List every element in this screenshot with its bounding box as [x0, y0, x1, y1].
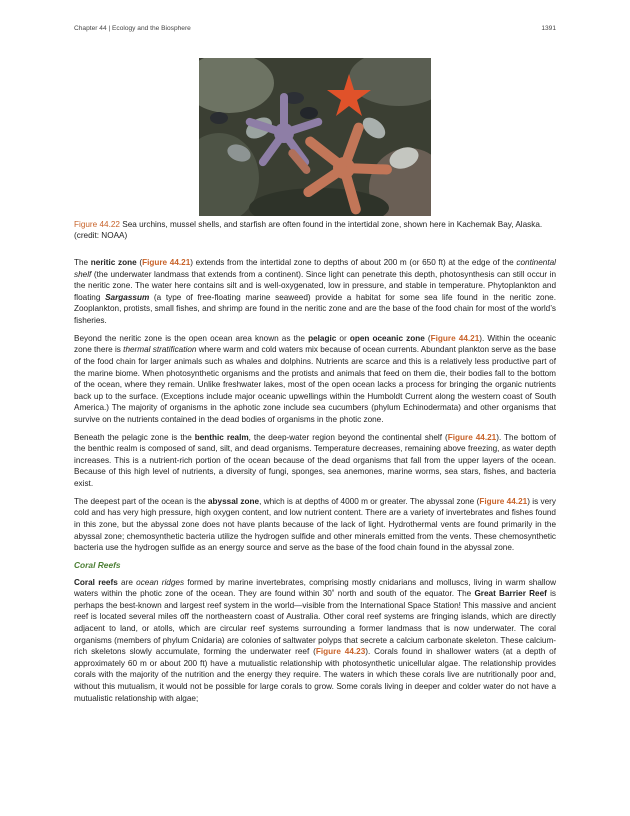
text: ). The bottom of the benthic realm is composed of sand, silt, and dead organisms. Temperature decreases, remaining above freezing, as water depth increases. This is a nutrient-rich portion of the ocean because of the dead organisms that fall from the upper layers of the ocean. Because of this high level of nutrients, a diversity of fungi, sponges, sea anemones, marine worms, sea stars, fishes, and bacteria exist.: [74, 432, 556, 489]
text: (a type of free-floating marine seaweed) provide a habitat for some sea life found in the neritic zone. Zooplankton, protists, small fishes, and shrimp are found in the neritic zone and are the base of the food chain for most of the world’s fisheries.: [74, 292, 556, 325]
figure-photo: [199, 58, 431, 216]
figure-link[interactable]: Figure 44.21: [430, 333, 480, 343]
text: (the underwater landmass that extends from a continent). Since light can penetrate this depth, photosynthesis can still occur in the neritic zone. The water here contains silt and is well-oxygenated, low in pressure, and stable in temperature. Phytoplankton and floating: [74, 269, 556, 302]
term-pelagic: pelagic: [308, 333, 337, 343]
figure-link[interactable]: Figure 44.21: [447, 432, 497, 442]
intertidal-photo: [199, 58, 431, 216]
text: formed by marine invertebrates, comprising mostly cnidarians and molluscs, living in warm shallow waters within the photic zone of the ocean. They are found within 30˚ north and south of the equator. The: [74, 577, 556, 599]
emphasis: continental shelf: [74, 258, 556, 279]
text: are: [117, 577, 137, 587]
text: Beneath the pelagic zone is the: [74, 432, 195, 442]
term-open-oceanic-zone: open oceanic zone: [349, 333, 425, 343]
emphasis: ocean ridges: [136, 577, 185, 587]
paragraph-benthic-realm: [74, 432, 556, 490]
paragraph-abyssal-zone: [74, 496, 556, 554]
text: (: [136, 258, 143, 267]
paragraph-pelagic-zone: [74, 333, 556, 426]
text: ) extends from the intertidal zone to depths of about 200 m (or 650 ft) at the edge of the: [190, 258, 517, 267]
term-coral-reefs: Coral reefs: [74, 577, 118, 587]
term-great-barrier-reef: Great Barrier Reef: [474, 589, 547, 599]
term-abyssal-zone: abyssal zone: [208, 496, 260, 506]
figure-link[interactable]: Figure 44.21: [479, 496, 528, 506]
text: The deepest part of the ocean is the: [74, 496, 208, 506]
page-number: 1391: [541, 25, 556, 32]
text: , the deep-water region beyond the continental shelf (: [248, 432, 448, 442]
text: is perhaps the best-known and largest reef system in the world—visible from the International Space Station! This massive and ancient reef is located several miles off the northeastern coast of Australia. Other coral reef systems are fringing islands, which are directly adjacent to land, or atolls, which are circular reef systems surrounding a former landmass that is now underwater. The coral organisms (members of phylum Cnidaria) are colonies of saltwater polyps that secrete a calcium carbonate skeleton. These calcium-rich skeletons slowly accumulate, forming the underwater reef (: [74, 589, 557, 657]
text: ) is very cold and has very high pressure, high oxygen content, and low nutrient content. There are a variety of invertebrates and fishes found in this zone, but the abyssal zone does not have plants because of the lack of light. Hydrothermal vents are found primarily in the abyssal zone; chemosynthetic bacteria utilize the hydrogen sulfide and other minerals emitted from the vents. These chemosynthetic bacteria use the hydrogen sulfide as an energy source and serve as the base of the food chain found in the abyssal zone.: [74, 496, 557, 553]
text: or: [336, 333, 350, 343]
text: ). Within the oceanic zone there is: [74, 333, 556, 355]
section-heading-coral-reefs: Coral Reefs: [74, 560, 121, 570]
text: , which is at depths of 4000 m or greater. The abyssal zone (: [259, 496, 480, 506]
text: Beyond the neritic zone is the open ocean area known as the: [74, 333, 309, 343]
emphasis: thermal stratification: [123, 345, 197, 355]
text: where warm and cold waters mix because of ocean currents. Abundant plankton serve as the base of the food chain for larger animals such as whales and dolphins. Nutrients are scarce and this is a relatively less productive part of the marine biome. When photosynthetic organisms and the protists and animals that feed on them die, their bodies fall to the bottom of the ocean, where they remain. Unlike freshwater lakes, most of the open ocean lacks a process for bringing the organic nutrients back up to the surface. (Exceptions include major oceanic upwellings within the Humboldt Current along the western coast of South America.) The majority of organisms in the aphotic zone include sea cucumbers (phylum Echinodermata) and other organisms that survive on the nutrients contained in the dead bodies of organisms in the photic zone.: [74, 345, 557, 424]
text: The: [74, 258, 91, 267]
body-text: [74, 257, 556, 710]
text: ). Corals found in shallower waters (at a depth of approximately 60 m or about 200 ft) have a mutualistic relationship with photosynthetic unicellular algae. The relationship provides corals with the majority of the nutrition and the energy they require. The waters in which these corals live are nutritionally poor and, without this mutualism, it would not be possible for large corals to grow. Some corals living in deeper and colder water do not have a mutualistic relationship with algae;: [74, 647, 556, 703]
figure-link[interactable]: Figure 44.23: [315, 647, 366, 657]
term-neritic-zone: neritic zone: [90, 258, 137, 267]
term-benthic-realm: benthic realm: [194, 432, 249, 442]
figure-label: Figure 44.22: [74, 220, 120, 229]
figure-link[interactable]: Figure 44.21: [142, 258, 191, 267]
paragraph-coral-reefs: [74, 577, 556, 705]
paragraph-neritic-zone: [74, 257, 556, 327]
caption-text: Sea urchins, mussel shells, and starfish are often found in the intertidal zone, shown here in Kachemak Bay, Alaska. (credit: NOAA): [74, 220, 543, 241]
figure-caption: [74, 219, 556, 242]
term-sargassum: Sargassum: [105, 292, 150, 302]
text: (: [424, 333, 431, 343]
chapter-title: Chapter 44 | Ecology and the Biosphere: [74, 25, 191, 32]
